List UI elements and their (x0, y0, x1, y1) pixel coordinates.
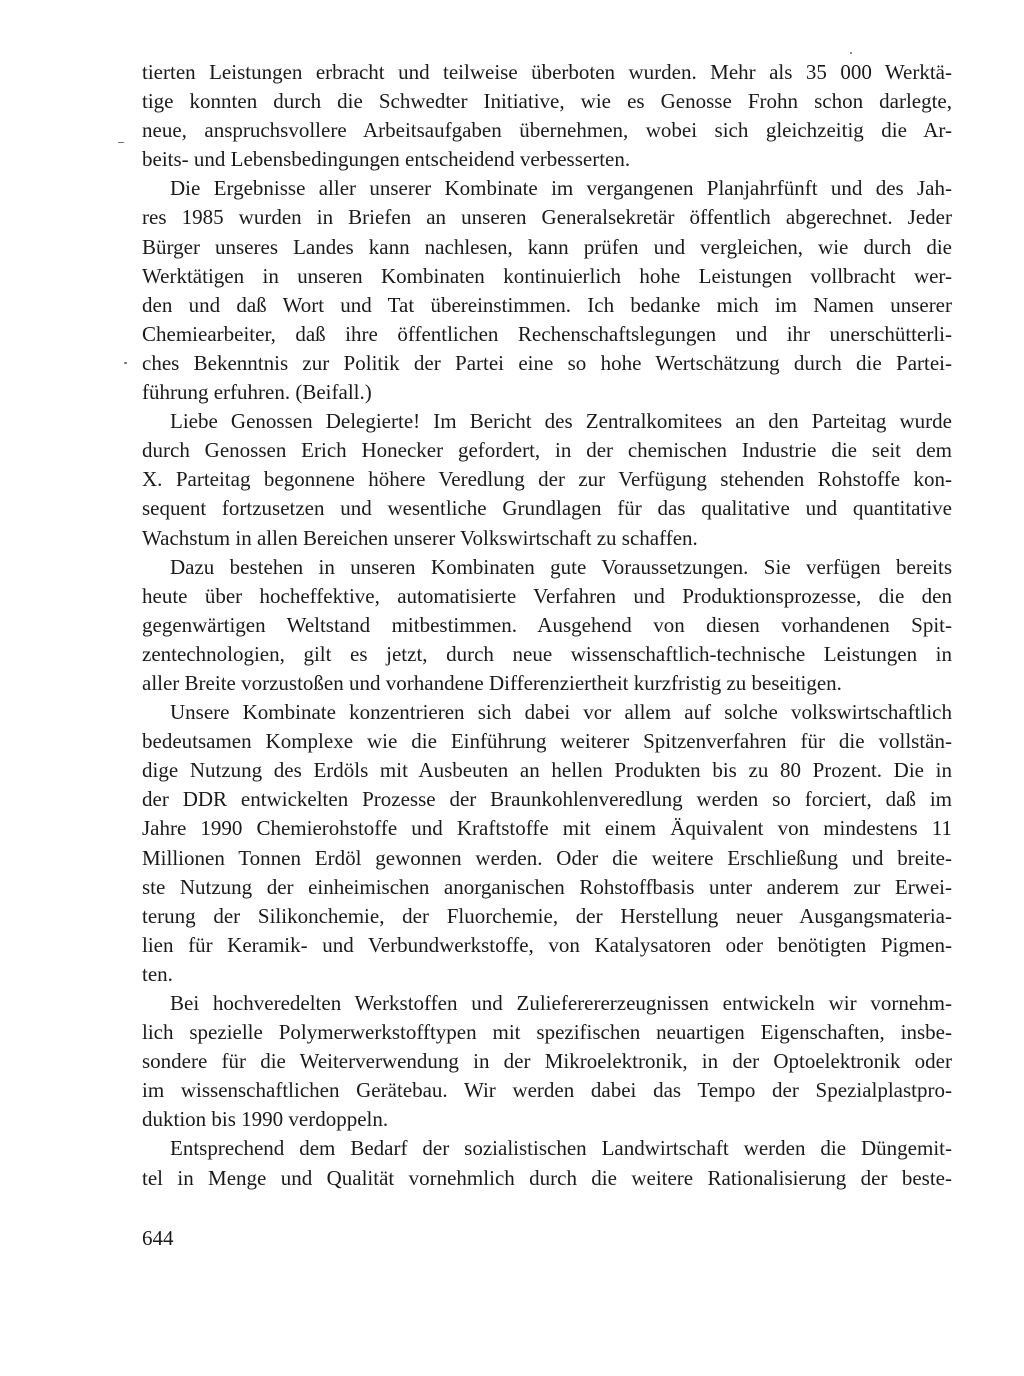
text-line: tel in Menge und Qualität vornehmlich durch die weitere Rationalisierung der beste- (142, 1165, 952, 1190)
text-line: neue, anspruchsvollere Arbeitsaufgaben übernehmen, wobei sich gleichzeitig die Ar- (142, 118, 952, 143)
text-line: führung erfuhren. (Beifall.) (142, 380, 372, 405)
text-line: lien für Keramik- und Verbundwerkstoffe, von Katalysatoren oder benötigten Pigmen- (142, 932, 952, 957)
paragraph (142, 553, 952, 698)
page-number: 644 (142, 1226, 174, 1250)
text-line: tige konnten durch die Schwedter Initiative, wie es Genosse Frohn schon darlegte, (142, 89, 952, 114)
text-line: im wissenschaftlichen Gerätebau. Wir werden dabei das Tempo der Spezialplastpro- (142, 1078, 952, 1103)
text-line: heute über hocheffektive, automatisierte Verfahren und Produktionsprozesse, die den (142, 583, 952, 608)
text-line: Jahre 1990 Chemierohstoffe und Kraftstoffe mit einem Äquivalent von mindestens 11 (142, 816, 952, 841)
text-line: durch Genossen Erich Honecker gefordert, in der chemischen Industrie die seit dem (142, 438, 952, 463)
text-line: bedeutsamen Komplexe wie die Einführung weiterer Spitzenverfahren für die vollstän- (142, 729, 952, 754)
text-line: Millionen Tonnen Erdöl gewonnen werden. Oder die weitere Erschließung und breite- (142, 845, 952, 870)
text-line: ste Nutzung der einheimischen anorganischen Rohstoffbasis unter anderem zur Erwei- (142, 874, 952, 899)
text-line: sequent fortzusetzen und wesentliche Grundlagen für das qualitative und quantitative (142, 496, 952, 521)
text-line: Entsprechend dem Bedarf der sozialistischen Landwirtschaft werden die Düngemit- (170, 1136, 952, 1161)
text-line: zentechnologien, gilt es jetzt, durch neue wissenschaftlich-technische Leistungen in (142, 641, 952, 666)
paragraph (142, 698, 952, 989)
text-line: Unsere Kombinate konzentrieren sich dabei vor allem auf solche volkswirtschaftlich (170, 700, 952, 725)
text-line: tierten Leistungen erbracht und teilweise überboten wurden. Mehr als 35 000 Werktä- (142, 60, 952, 84)
text-line: duktion bis 1990 verdoppeln. (142, 1107, 389, 1132)
paragraph (142, 989, 952, 1134)
text-line: sondere für die Weiterverwendung in der Mikroelektronik, in der Optoelektronik oder (142, 1049, 952, 1074)
text-line: res 1985 wurden in Briefen an unseren Generalsekretär öffentlich abgerechnet. Jeder (142, 205, 952, 230)
paragraph (142, 407, 952, 552)
text-line: den und daß Wort und Tat übereinstimmen. Ich bedanke mich im Namen unserer (142, 292, 952, 317)
text-line: gegenwärtigen Weltstand mitbestimmen. Ausgehend von diesen vorhandenen Spit- (142, 612, 952, 637)
text-line: Chemiearbeiter, daß ihre öffentlichen Rechenschaftslegungen und ihr unerschütterli- (142, 321, 952, 346)
text-line: terung der Silikonchemie, der Fluorchemie, der Herstellung neuer Ausgangsmateria- (142, 903, 952, 928)
document-body (142, 58, 952, 1193)
text-line: lich spezielle Polymerwerkstofftypen mit spezifischen neuartigen Eigenschaften, insbe- (142, 1020, 952, 1045)
text-line: dige Nutzung des Erdöls mit Ausbeuten an hellen Produkten bis zu 80 Prozent. Die in (142, 758, 952, 783)
scan-speck (118, 142, 124, 143)
text-line: Wachstum in allen Bereichen unserer Volkswirtschaft zu schaffen. (142, 525, 698, 550)
text-line: Dazu bestehen in unseren Kombinaten gute Voraussetzungen. Sie verfügen bereits (170, 554, 952, 579)
scan-speck (124, 362, 127, 364)
text-line: Liebe Genossen Delegierte! Im Bericht des Zentralkomitees an den Parteitag wurde (170, 409, 952, 434)
paragraph (142, 58, 952, 174)
text-line: beits- und Lebensbedingungen entscheidend verbesserten. (142, 147, 631, 172)
text-line: der DDR entwickelten Prozesse der Braunkohlenveredlung werden so forciert, daß im (142, 787, 952, 812)
text-line: X. Parteitag begonnene höhere Veredlung der zur Verfügung stehenden Rohstoffe kon- (142, 467, 952, 492)
text-line: ten. (142, 961, 173, 986)
text-line: Die Ergebnisse aller unserer Kombinate im vergangenen Planjahrfünft und des Jah- (170, 176, 952, 201)
scan-speck (850, 52, 852, 54)
paragraph (142, 174, 952, 407)
text-line: Bei hochveredelten Werkstoffen und Zulieferererzeugnissen entwickeln wir vornehm- (170, 991, 952, 1015)
text-line: Werktätigen in unseren Kombinaten kontinuierlich hohe Leistungen vollbracht wer- (142, 263, 952, 288)
paragraph (142, 1134, 952, 1192)
text-line: ches Bekenntnis zur Politik der Partei eine so hohe Wertschätzung durch die Partei- (142, 350, 952, 375)
text-line: aller Breite vorzustoßen und vorhandene Differenziertheit kurzfristig zu beseitigen. (142, 670, 842, 695)
text-line: Bürger unseres Landes kann nachlesen, kann prüfen und vergleichen, wie durch die (142, 234, 952, 259)
